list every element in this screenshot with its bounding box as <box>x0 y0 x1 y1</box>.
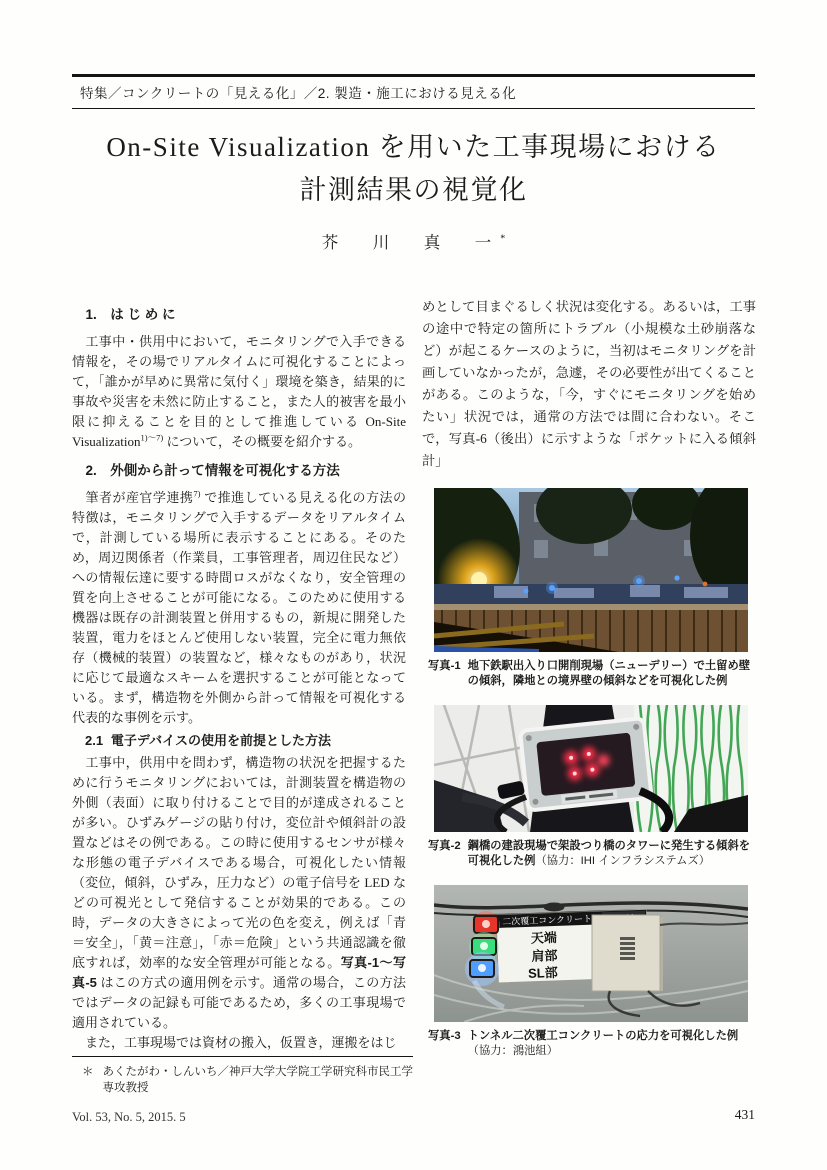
paragraph-1 <box>72 332 406 452</box>
article-body <box>72 296 756 1059</box>
author-footnote <box>72 1056 413 1096</box>
photo-reference-bold: 写真-1～写真-5 <box>72 955 406 990</box>
paragraph-5: めとして目まぐるしく状況は変化する。あるいは，工事の途中で特定の箇所にトラブル（小規模な土砂崩落など）が起こるケースのように，当初はモニタリングを計画していなかったが，急遽，その必要性が出てくることがある。このような，「今，すぐにモニタリングを始めたい」状況では，通常の方法では間に合わない。そこで，写真-6（後出）に示すような「ポケットに入る傾斜計」 <box>422 299 756 468</box>
photo-3-caption <box>428 1029 754 1059</box>
journal-volume-info: Vol. 53, No. 5, 2015. 5 <box>72 1110 186 1124</box>
left-column <box>72 296 406 1052</box>
right-column <box>422 296 756 1059</box>
photo-2-image <box>434 705 748 832</box>
photo-1-caption-text: 地下鉄駅出入り口開削現場（ニューデリー）で土留め壁の傾斜，隣地との境界壁の傾斜などを可視化した例 <box>467 660 751 687</box>
paragraph-3-text: 工事中，供用中を問わず，構造物の状況を把握するために行うモニタリングにおいては，計測装置を構造物の外側（表面）に取り付けることで目的が達成されることが多い。ひずみゲージの貼り付け，変位計や傾斜計の設置などはその例である。この時に使用するセンサが様々な形態の電子デバイスである場合，可視化したい情報（変位，傾斜，ひずみ，圧力など）の電子信号を LED などの可視光として発信することが効果的である。この時，データの大きさによって光の色を変え，例えば「青＝安全」，「黄＝注意」，「赤＝危険」という共通認識を徹底すれば，効率的な安全管理が可能となる。 <box>72 755 406 970</box>
sign-row-sl: SL部 <box>527 964 558 981</box>
section-1-number: 1. <box>85 307 97 322</box>
photo-2-label: 写真-2 <box>428 840 461 852</box>
figure-photo-1 <box>428 488 751 689</box>
paragraph-1-text: 工事中・供用中において，モニタリングで入手できる情報を，その場でリアルタイムに可視化することによって，「誰かが早めに異常に気付く」環境を築き，結果的に事故や災害を未然に防止すること，また人的被害を最小限に抑えることを目的として推進している On-Site Visualization <box>72 334 406 449</box>
title-line-2: 計測結果の視覚化 <box>299 175 528 205</box>
reference-superscript-1-7: 1)～7) <box>140 432 164 443</box>
header-strip-text: 特集／コンクリートの「見える化」／2. 製造・施工における見える化 <box>80 86 517 101</box>
photo-3-caption-text: トンネル二次覆工コンクリートの応力を可視化した例 <box>467 1030 739 1042</box>
section-2-1-title: 電子デバイスの使用を前提とした方法 <box>110 733 331 748</box>
wall-cap-beam <box>434 604 748 610</box>
author-name: 芥 川 真 一 <box>321 233 501 252</box>
footnote-marker: ＊ <box>82 1066 94 1078</box>
photo-1-image <box>434 488 748 652</box>
footnote-text: あくたがわ・しんいち／神戸大学大学院工学研究科市民工学専攻教授 <box>102 1066 413 1094</box>
sign-row-katabu: 肩部 <box>531 947 558 964</box>
figure-photo-3 <box>428 885 748 1059</box>
section-2-1-heading <box>72 731 406 751</box>
photo-1-label: 写真-1 <box>428 660 461 672</box>
section-1-heading <box>72 305 406 325</box>
sensor-box <box>520 718 652 811</box>
header-strip <box>72 74 755 109</box>
sign-row-tenba: 天端 <box>530 929 558 946</box>
reference-superscript-7: 7) <box>193 488 201 499</box>
title-line-1: On-Site Visualization を用いた工事現場における <box>106 132 721 162</box>
author-line <box>0 229 827 253</box>
sign-header-left: 二次覆工コンクリート <box>502 913 593 927</box>
photo-1-caption <box>428 659 754 689</box>
section-2-number: 2. <box>85 463 97 478</box>
page-number: 431 <box>734 1107 755 1122</box>
photo-2-caption-cooperation: （協力：IHI インフラシステムズ） <box>535 855 711 867</box>
paper-title <box>0 126 827 212</box>
photo-2-caption <box>428 839 754 869</box>
paragraph-2 <box>72 488 406 728</box>
section-2-heading <box>72 461 406 481</box>
paragraph-4: また，工事現場では資材の搬入，仮置き，運搬をはじ <box>72 1035 397 1050</box>
section-1-title: は じ め に <box>110 307 176 322</box>
paragraph-3-text-end: はこの方式の適用例を示す。通常の場合，この方法ではデータの記録も可能であるため，多くの工事現場で適用されている。 <box>72 975 406 1030</box>
paragraph-1-text-end: について，その概要を紹介する。 <box>163 434 361 449</box>
blue-beam <box>434 649 539 652</box>
photo-3-image <box>434 885 748 1022</box>
photo-3-caption-cooperation: （協力：鴻池組） <box>467 1045 559 1057</box>
photo-2-caption-text: 鋼橋の建設現場で架設つり橋のタワーに発生する傾斜を可視化した例 <box>467 840 751 867</box>
author-asterisk: * <box>500 233 506 245</box>
paragraph-3 <box>72 753 406 1033</box>
photo-3-label: 写真-3 <box>428 1030 461 1042</box>
paragraph-2-text: 筆者が産官学連携 <box>72 490 194 505</box>
section-2-title: 外側から計って情報を可視化する方法 <box>110 463 340 478</box>
section-2-1-number: 2.1 <box>85 733 104 748</box>
paragraph-2-text-end: で推進している見える化の方法の特徴は，モニタリングで入手するデータをリアルタイムで，計測している場所に表示することにある。そのため，周辺関係者（作業員，工事管理者，周辺住民など）への情報伝達に要する時間ロスがなくなり，安全管理の質を向上させることが可能になる。このために使用する機器は既存の計測装置と併用するもの，新規に開発した装置，電力をほとんど使用しない装置，完全に電力無依存（機械的装置）の装置など，様々なものがあり，状況に応じて最適なスキームを選択することが可能となっている。まず，構造物を外側から計って情報を可視化する代表的な事例を示す。 <box>72 490 406 725</box>
figure-photo-2 <box>428 705 751 869</box>
